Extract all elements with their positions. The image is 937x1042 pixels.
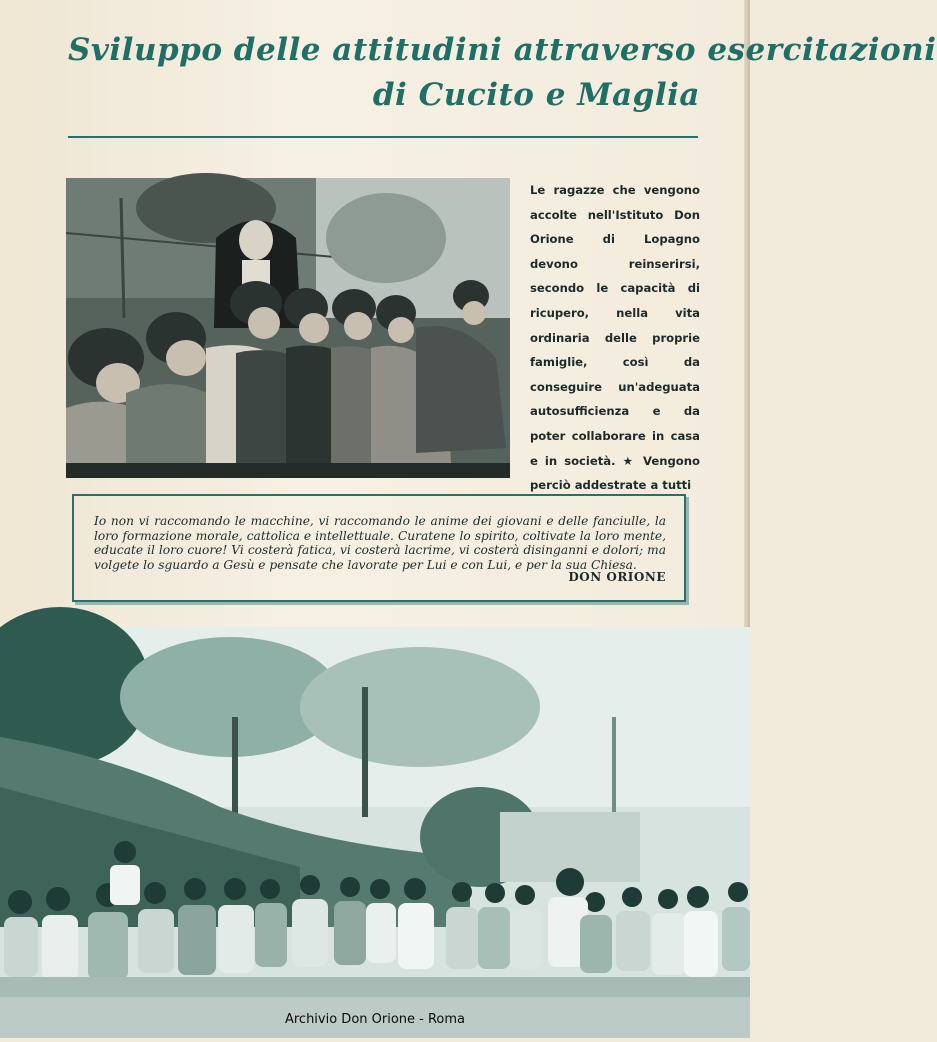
photo-group-knitting-outdoors — [0, 627, 750, 1038]
page-edge — [744, 0, 750, 640]
title-line-1: Sviluppo delle attitudini attraverso esercitazioni — [68, 32, 937, 68]
photo-girls-knitting-with-nun — [66, 178, 510, 478]
title-divider — [68, 136, 698, 138]
quote-box — [72, 494, 686, 602]
article-intro-text: Le ragazze che vengono accolte nell'Istituto Don Orione di Lopagno devono reinserirsi, secondo le capacità di ricupero, nella vita ordinaria delle proprie famiglie, così da conseguire un'adeguata autosufficienza e da poter collaborare in casa e in società. ★ Vengono perciò addestrate a tutti — [530, 183, 700, 493]
quote-author: DON ORIONE — [568, 570, 666, 584]
archive-credit: Archivio Don Orione - Roma — [284, 1012, 466, 1027]
quote-text: Io non vi raccomando le macchine, vi raccomando le anime dei giovani e delle fanciulle, la loro formazione morale, cattolica e intellettuale. Curatene lo spirito, coltivate la loro mente, educate il loro cuore! Vi costerà fatica, vi costerà lacrime, vi costerà disinganni e dolori; ma volgete lo sguardo a Gesù e pensate che lavorate per Lui e con Lui, e per la sua Chiesa. — [94, 514, 666, 572]
title-line-2: di Cucito e Maglia — [372, 77, 700, 113]
photo-bottom-illustration — [0, 627, 750, 1038]
photo-top-illustration — [66, 178, 510, 478]
